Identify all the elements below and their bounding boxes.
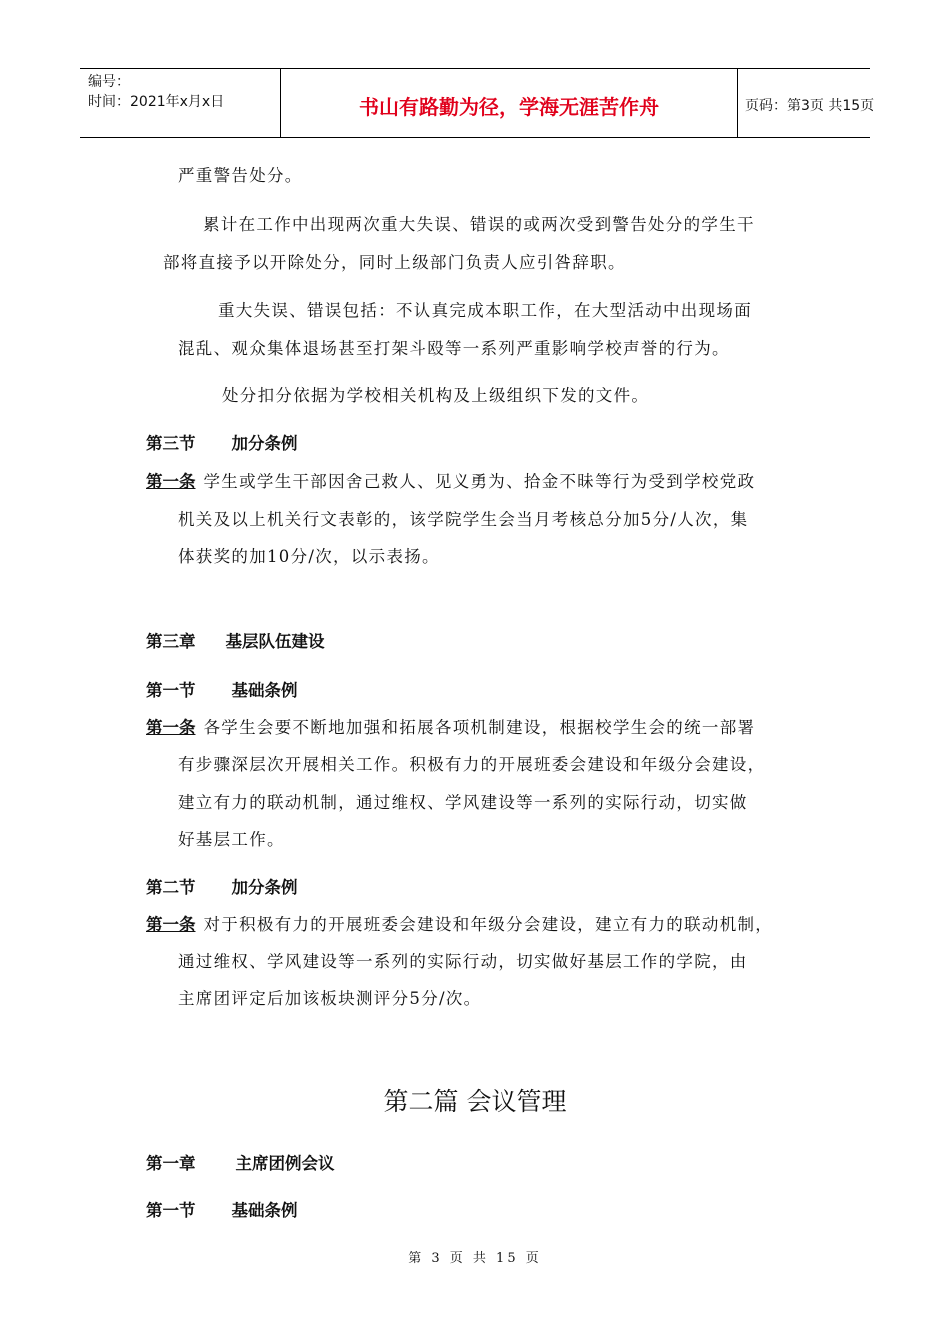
section-number: 第一节 xyxy=(146,681,196,700)
header-page-cell xyxy=(737,69,875,137)
paragraph-line: 累计在工作中出现两次重大失误、错误的或两次受到警告处分的学生干 xyxy=(203,215,755,234)
section-heading xyxy=(146,1197,298,1221)
document-number-label: 编号： xyxy=(88,74,130,90)
section-heading xyxy=(146,874,298,898)
part-title: 第二篇 会议管理 xyxy=(383,1087,567,1116)
section-title: 基础条例 xyxy=(231,681,298,700)
article-line xyxy=(146,714,755,738)
article-number: 第一条 xyxy=(146,718,196,737)
paragraph-line: 处分扣分依据为学校相关机构及上级组织下发的文件。 xyxy=(222,386,650,405)
section-number: 第一节 xyxy=(146,1201,196,1220)
section-title: 加分条例 xyxy=(231,434,298,453)
paragraph-line: 体获奖的加10分/次，以示表扬。 xyxy=(178,547,440,566)
section-title: 加分条例 xyxy=(231,878,298,897)
article-text: 各学生会要不断地加强和拓展各项机制建设，根据校学生会的统一部署 xyxy=(203,718,756,737)
paragraph-line: 主席团评定后加该板块测评分5分/次。 xyxy=(178,989,482,1008)
paragraph-line: 好基层工作。 xyxy=(178,830,285,849)
paragraph-line: 建立有力的联动机制，通过维权、学风建设等一系列的实际行动，切实做 xyxy=(178,793,748,812)
page-header xyxy=(80,68,875,138)
section-title: 基础条例 xyxy=(231,1201,298,1220)
document-date: 时间：2021年x月x日 xyxy=(88,94,225,110)
paragraph-line: 有步骤深层次开展相关工作。积极有力的开展班委会建设和年级分会建设， xyxy=(178,755,766,774)
paragraph-line: 混乱、观众集体退场甚至打架斗殴等一系列严重影响学校声誉的行为。 xyxy=(178,339,730,358)
header-motto-cell xyxy=(280,69,738,137)
header-page-info: 页码：第3页 共15页 xyxy=(745,98,875,114)
header-meta-cell xyxy=(80,69,280,137)
chapter-title: 主席团例会议 xyxy=(235,1154,335,1173)
chapter-number: 第一章 xyxy=(146,1154,196,1173)
article-number: 第一条 xyxy=(146,472,196,491)
motto-text: 书山有路勤为径，学海无涯苦作舟 xyxy=(359,95,659,119)
chapter-number: 第三章 xyxy=(146,632,196,651)
section-heading xyxy=(146,430,298,454)
paragraph-line: 通过维权、学风建设等一系列的实际行动，切实做好基层工作的学院，由 xyxy=(178,952,748,971)
article-text: 学生或学生干部因舍己救人、见义勇为、拾金不昧等行为受到学校党政 xyxy=(203,472,756,491)
section-number: 第三节 xyxy=(146,434,196,453)
chapter-heading xyxy=(146,1150,335,1174)
paragraph-line: 部将直接予以开除处分，同时上级部门负责人应引咎辞职。 xyxy=(163,253,626,272)
page-footer: 第 3 页 共 15 页 xyxy=(408,1251,542,1266)
paragraph-line: 重大失误、错误包括：不认真完成本职工作，在大型活动中出现场面 xyxy=(218,301,752,320)
paragraph-line: 严重警告处分。 xyxy=(178,166,303,185)
section-number: 第二节 xyxy=(146,878,196,897)
chapter-heading xyxy=(146,628,325,652)
paragraph-line: 机关及以上机关行文表彰的，该学院学生会当月考核总分加5分/人次，集 xyxy=(178,510,749,529)
article-number: 第一条 xyxy=(146,915,196,934)
article-line xyxy=(146,468,755,492)
article-text: 对于积极有力的开展班委会建设和年级分会建设，建立有力的联动机制， xyxy=(203,915,774,934)
article-line xyxy=(146,911,773,935)
section-heading xyxy=(146,677,298,701)
chapter-title: 基层队伍建设 xyxy=(225,632,325,651)
